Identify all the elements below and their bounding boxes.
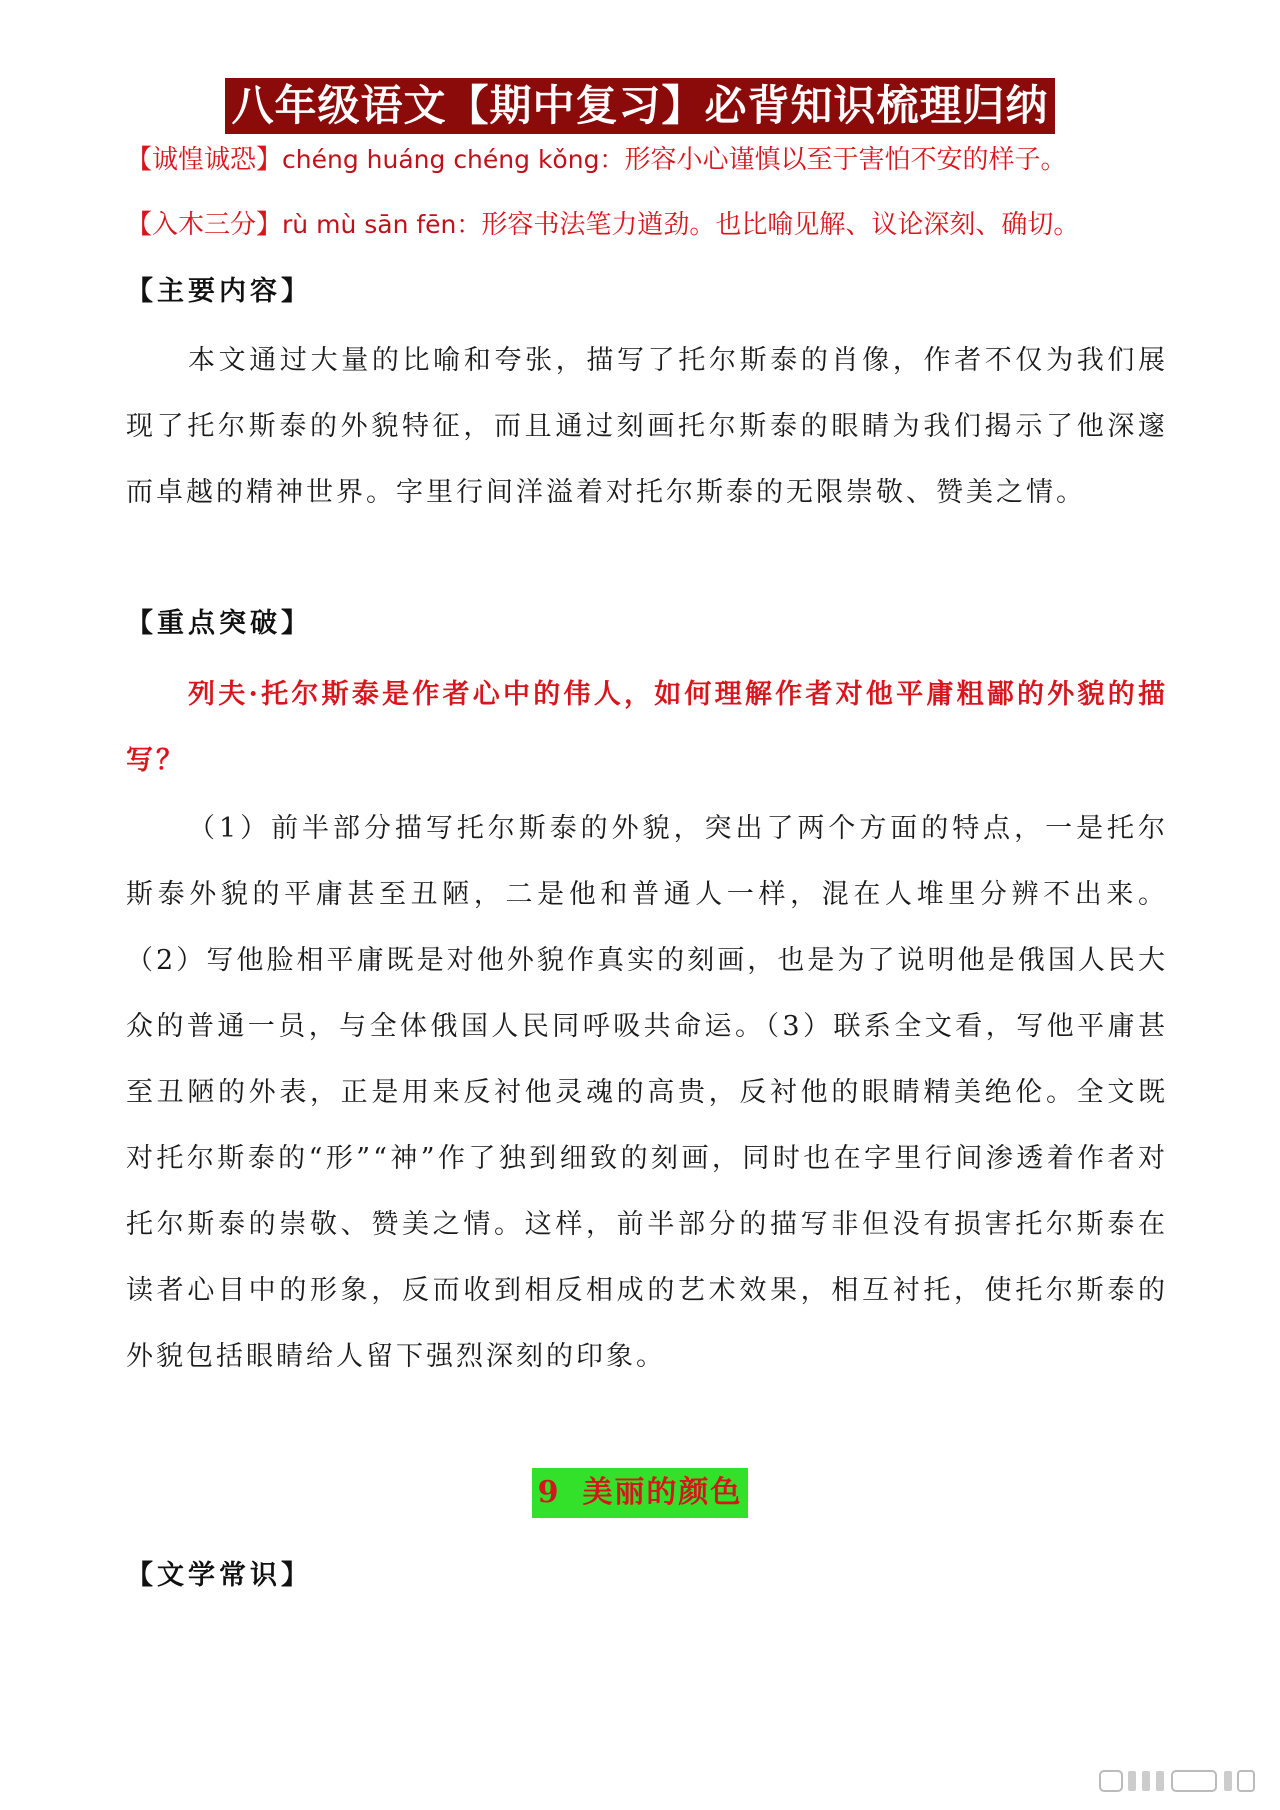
vocab-pinyin: chéng huáng chéng kǒng： bbox=[282, 145, 625, 174]
key-points-question: 列夫·托尔斯泰是作者心中的伟人，如何理解作者对他平庸粗鄙的外貌的描写？ bbox=[126, 679, 1168, 776]
key-points-answer: （1）前半部分描写托尔斯泰的外貌，突出了两个方面的特点，一是托尔斯泰外貌的平庸甚至丑陋，二是他和普通人一样，混在人堆里分辨不出来。（2）写他脸相平庸既是对他外貌作真实的刻画，也是为了说明他是俄国人民大众的普通一员，与全体俄国人民同呼吸共命运。（3）联系全文看，写他平庸甚至丑陋的外表，正是用来反衬他灵魂的高贵，反衬他的眼睛精美绝伦。全文既对托尔斯泰的“形”“神”作了独到细致的刻画，同时也在字里行间渗透着作者对托尔斯泰的崇敬、赞美之情。这样，前半部分的描写非但没有损害托尔斯泰在读者心目中的形象，反而收到相反相成的艺术效果，相互衬托，使托尔斯泰的外貌包括眼睛给人留下强烈深刻的印象。 bbox=[126, 813, 1168, 1372]
vocab-term: 【诚惶诚恐】 bbox=[126, 145, 283, 175]
vocab-entry-1 bbox=[126, 140, 1206, 180]
vocab-definition: 形容小心谨慎以至于害怕不安的样子。 bbox=[624, 145, 1067, 175]
vocab-term: 【入木三分】 bbox=[126, 210, 283, 240]
section-title-container bbox=[0, 1468, 1280, 1518]
key-points-heading: 【重点突破】 bbox=[126, 608, 312, 639]
literature-heading: 【文学常识】 bbox=[126, 1560, 312, 1591]
page-title: 八年级语文【期中复习】必背知识梳理归纳 bbox=[225, 78, 1054, 134]
section-name: 美丽的颜色 bbox=[582, 1475, 743, 1510]
main-content-paragraph: 本文通过大量的比喻和夸张，描写了托尔斯泰的肖像，作者不仅为我们展现了托尔斯泰的外貌特征，而且通过刻画托尔斯泰的眼睛为我们揭示了他深邃而卓越的精神世界。字里行间洋溢着对托尔斯泰的无限崇敬、赞美之情。 bbox=[126, 345, 1168, 508]
section-number: 9 bbox=[537, 1475, 561, 1510]
scroll-indicator-icon bbox=[1098, 1768, 1258, 1794]
section-title bbox=[532, 1468, 749, 1518]
main-content-heading: 【主要内容】 bbox=[126, 276, 312, 307]
vocab-pinyin: rù mù sān fēn： bbox=[282, 210, 482, 239]
vocab-definition: 形容书法笔力遒劲。也比喻见解、议论深刻、确切。 bbox=[481, 210, 1080, 240]
vocab-entry-2 bbox=[126, 205, 1206, 245]
title-container bbox=[0, 78, 1280, 134]
